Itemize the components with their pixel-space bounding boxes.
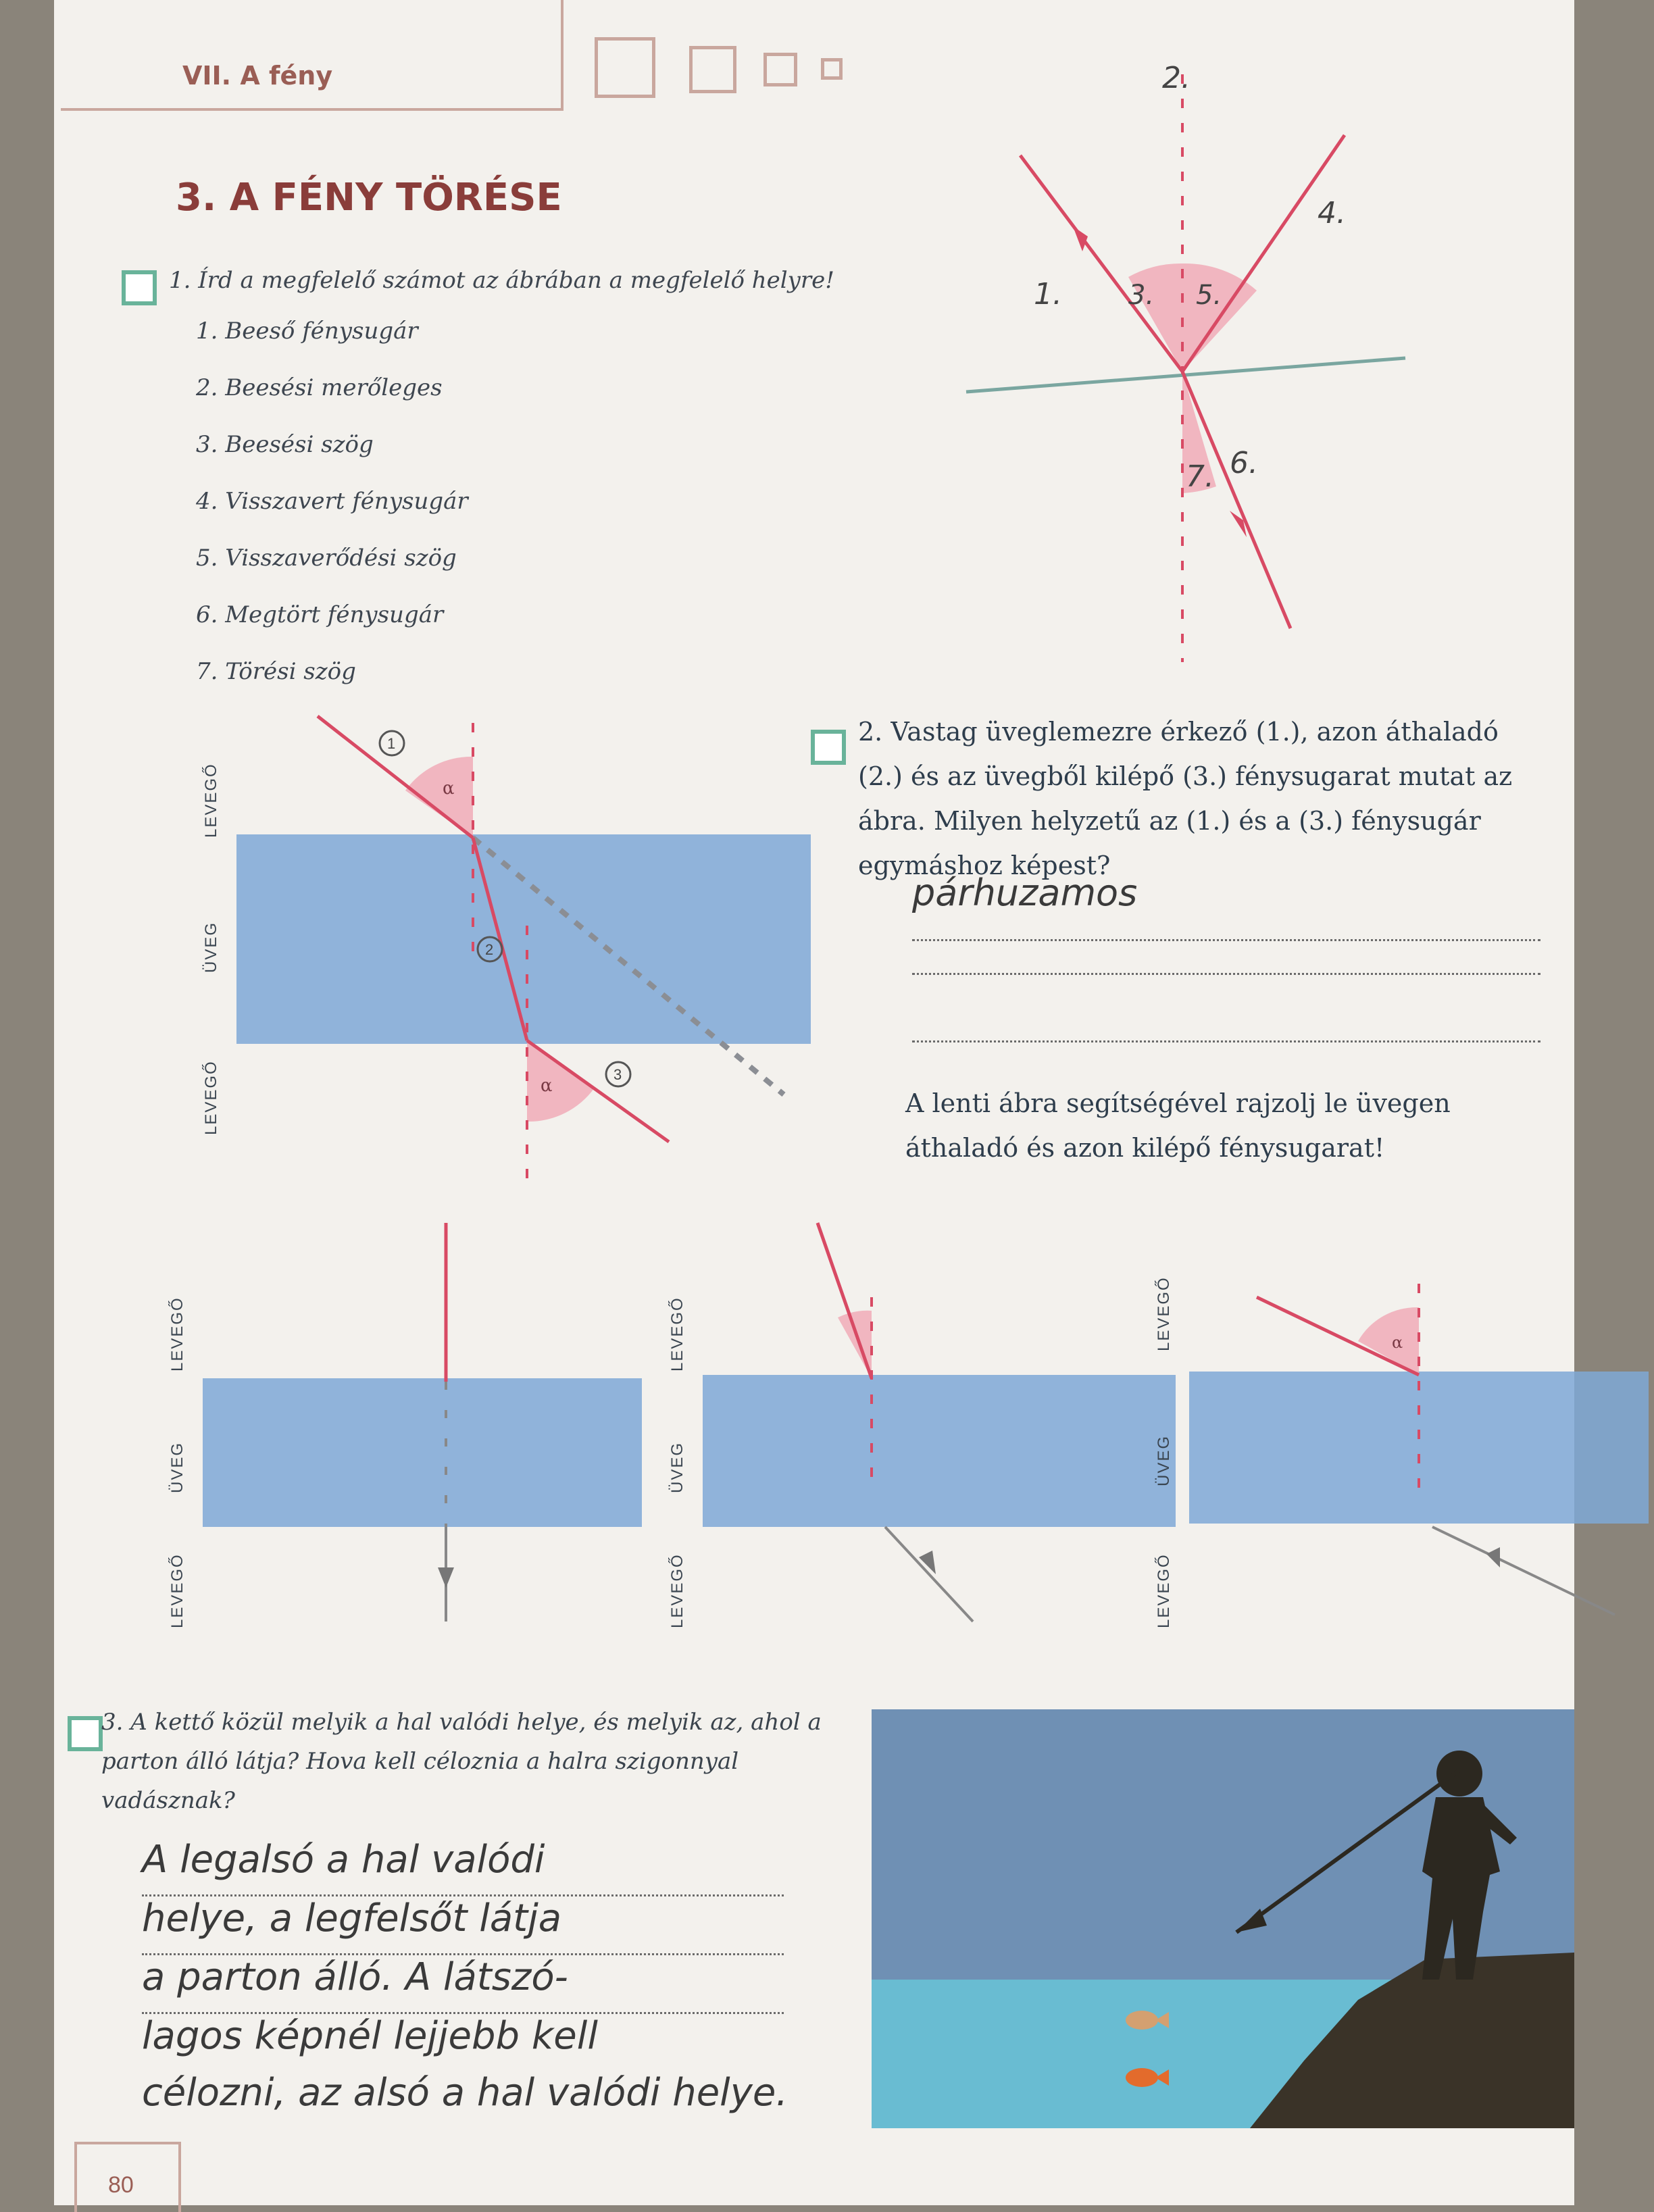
task2-answer-line-2[interactable]	[912, 959, 1540, 975]
answer-line: a parton álló. A látszó-	[142, 1955, 784, 2014]
air-label: LEVEGŐ	[1155, 1276, 1173, 1351]
answer-line: A legalsó a hal valódi	[142, 1838, 784, 1896]
air-label: LEVEGŐ	[668, 1297, 686, 1372]
page-number: 80	[108, 2172, 134, 2198]
incident-ray	[1020, 155, 1182, 372]
task1-checkbox[interactable]	[122, 270, 157, 305]
task3-answer-block	[142, 1838, 885, 2128]
label-5: 5.	[1196, 280, 1222, 311]
alpha: α	[1392, 1333, 1403, 1352]
spearfisher-illustration	[872, 1709, 1574, 2128]
reflected-ray	[1182, 135, 1345, 372]
exit-arrow	[1486, 1547, 1500, 1567]
task1-item: 7. Törési szög	[196, 658, 356, 685]
glass-plate-diagram	[176, 703, 851, 1230]
glass-plate	[236, 834, 811, 1044]
task2-checkbox[interactable]	[811, 730, 846, 765]
air-label: LEVEGŐ	[668, 1553, 686, 1628]
air-label-bottom: LEVEGŐ	[202, 1060, 220, 1135]
task1-item: 6. Megtört fénysugár	[196, 601, 444, 628]
task1-item-list	[196, 318, 468, 715]
task1-item: 2. Beesési merőleges	[196, 374, 443, 401]
answer-line: helye, a legfelsőt látja	[142, 1896, 784, 1955]
glass-label: ÜVEG	[202, 921, 220, 973]
task1-item: 1. Beeső fénysugár	[196, 318, 418, 345]
label-1: 1.	[1034, 277, 1062, 311]
circle-number-2: 2	[485, 941, 494, 958]
label-2: 2.	[1162, 61, 1191, 95]
label-6: 6.	[1230, 446, 1258, 480]
air-label: LEVEGŐ	[1155, 1553, 1173, 1628]
drawn-exit-ray	[885, 1527, 973, 1622]
label-7: 7.	[1186, 459, 1214, 494]
header-square-large	[595, 37, 655, 98]
task2-answer-line-3[interactable]	[912, 1027, 1540, 1042]
task2-answer: párhuzamos	[912, 872, 1138, 914]
glass-label: ÜVEG	[168, 1441, 186, 1493]
glass-plate	[1189, 1372, 1649, 1524]
drawn-exit-ray	[1432, 1527, 1615, 1615]
task1-item: 5. Visszaverődési szög	[196, 545, 457, 572]
answer-line: lagos képnél lejjebb kell	[142, 2014, 598, 2058]
circle-number-3: 3	[613, 1066, 622, 1083]
glass-plate	[203, 1378, 642, 1527]
header-square-small	[763, 53, 797, 86]
drawing-panel-3[interactable]	[1149, 1216, 1654, 1635]
exit-arrow	[438, 1567, 454, 1588]
task1-item: 4. Visszavert fénysugár	[196, 488, 468, 515]
incident-ray	[818, 1223, 872, 1378]
label-4: 4.	[1318, 196, 1346, 230]
task2-draw-instruction: A lenti ábra segítségével rajzolj le üvegen áthaladó és azon kilépő fénysugarat!	[905, 1088, 1451, 1163]
refracted-ray	[1182, 372, 1290, 628]
task2-question: 2. Vastag üveglemezre érkező (1.), azon áthaladó (2.) és az üvegből kilépő (3.) fénysugarat mutat az ábra. Milyen helyzetű az (1.) és a (3.) fénysugár egymáshoz képest?	[858, 717, 1513, 880]
glass-label: ÜVEG	[668, 1441, 686, 1493]
air-label-top: LEVEGŐ	[202, 763, 220, 838]
drawing-panel-2[interactable]	[662, 1216, 1189, 1635]
header-square-medium	[689, 46, 736, 93]
air-label: LEVEGŐ	[168, 1297, 186, 1372]
glass-plate	[703, 1375, 1176, 1527]
task3-checkbox[interactable]	[68, 1716, 103, 1751]
chapter-header-box	[61, 0, 563, 111]
circle-number-1: 1	[387, 735, 396, 752]
alpha-top: α	[443, 778, 455, 799]
workbook-page	[54, 0, 1574, 2205]
glass-label: ÜVEG	[1155, 1434, 1173, 1486]
reflection-refraction-diagram	[899, 54, 1439, 676]
task1-instruction: 1. Írd a megfelelő számot az ábrában a megfelelő helyre!	[169, 267, 834, 294]
drawing-panel-1[interactable]	[155, 1216, 655, 1635]
section-title: 3. A FÉNY TÖRÉSE	[176, 176, 562, 220]
label-3: 3.	[1128, 280, 1155, 311]
incidence-angle-sector	[405, 757, 473, 838]
task3-question: 3. A kettő közül melyik a hal valódi helye, és melyik az, ahol a parton álló látja? Hova kell céloznia a halra szigonnyal vadásznak?	[101, 1709, 822, 1814]
air-label: LEVEGŐ	[168, 1553, 186, 1628]
incident-ray-arrow	[1073, 226, 1088, 251]
answer-line: célozni, az alsó a hal valódi helye.	[142, 2071, 788, 2115]
task1-item: 3. Beesési szög	[196, 431, 374, 458]
chapter-title: VII. A fény	[182, 61, 333, 91]
alpha-bottom: α	[541, 1076, 553, 1096]
header-square-tiny	[821, 58, 843, 80]
incidence-angle-sector	[1358, 1307, 1419, 1375]
